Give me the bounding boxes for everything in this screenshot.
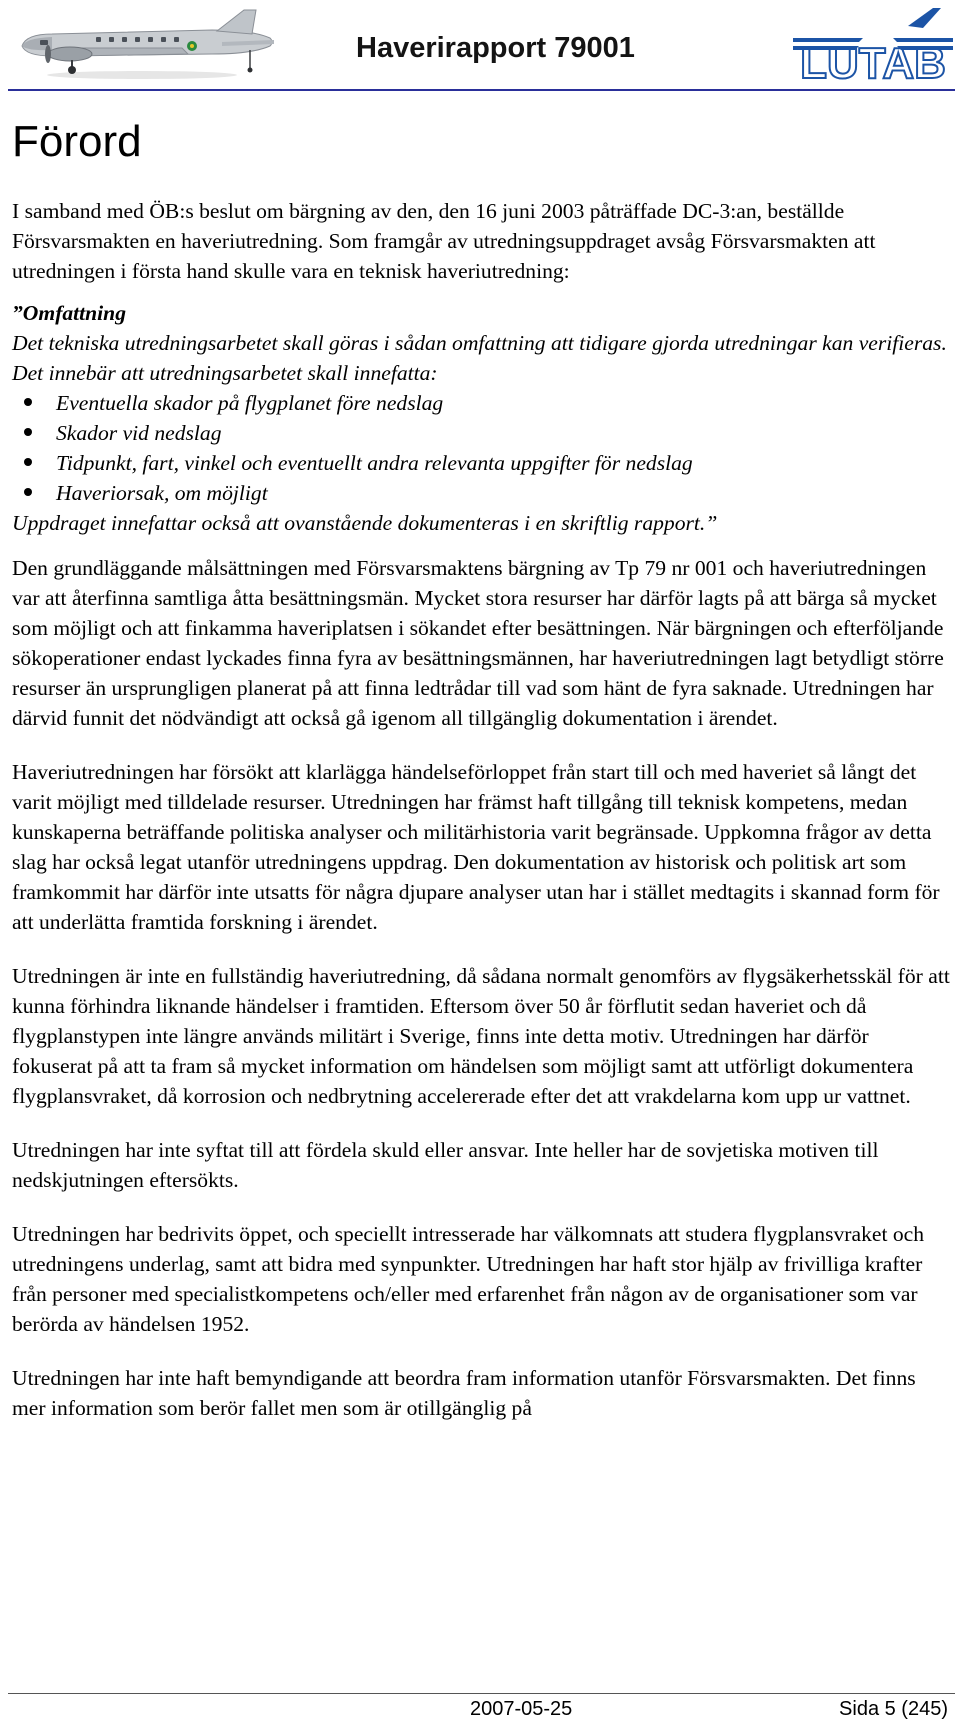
lutab-logo-icon: [793, 6, 953, 86]
list-item: Tidpunkt, fart, vinkel och eventuellt andra relevanta uppgifter för nedslag: [12, 448, 952, 478]
quote-heading: ”Omfattning: [12, 301, 126, 325]
dc3-airplane-icon: [12, 4, 282, 82]
body-paragraph: Utredningen har bedrivits öppet, och speciellt intresserade har välkomnats att studera flygplansvraket och utredningens underlag, samt att bidra med synpunkter. Utredningen har haft stor hjälp av frivilliga krafter från personer med specialistkompetens och/eller med erfarenhet från någon av de organisationer som var berörda av händelsen 1952.: [12, 1222, 925, 1336]
quote-bullet-list: [12, 388, 952, 508]
intro-paragraph: I samband med ÖB:s beslut om bärgning av den, den 16 juni 2003 påträffade DC-3:an, beställde Försvarsmakten en haveriutredning. Som framgår av utredningsuppdraget avsåg Försvarsmakten att utredningen i första hand skulle vara en teknisk haveriutredning:: [12, 199, 876, 283]
footer-date: 2007-05-25: [470, 1698, 573, 1720]
bullet-icon: [24, 428, 32, 436]
assignment-quote: [12, 298, 952, 538]
bullet-icon: [24, 398, 32, 406]
quote-closing: Uppdraget innefattar också att ovanstående dokumenteras i en skriftlig rapport.”: [12, 511, 718, 535]
quote-text: Det tekniska utredningsarbetet skall göras i sådan omfattning att tidigare gjorda utredningar kan verifieras. Det innebär att utredningsarbetet skall innefatta:: [12, 331, 947, 385]
document-title: Haverirapport 79001: [356, 32, 635, 64]
body-paragraph: Utredningen har inte haft bemyndigande att beordra fram information utanför Försvarsmakten. Det finns mer information som berör fallet men som är otillgänglig på: [12, 1366, 916, 1420]
body-paragraph: Utredningen har inte syftat till att fördela skuld eller ansvar. Inte heller har de sovjetiska motiven till nedskjutningen eftersökts.: [12, 1138, 879, 1192]
bullet-icon: [24, 488, 32, 496]
section-heading: Förord: [12, 117, 142, 166]
body-paragraph: Den grundläggande målsättningen med Försvarsmaktens bärgning av Tp 79 nr 001 och haveriutredningen var att återfinna samtliga åtta besättningsmän. Mycket stora resurser har därför lagts på att bärga så mycket som möjligt och att finkamma haveriplatsen i sökandet efter besättningen. När bärgningen och efterföljande sökoperationer endast lyckades finna fyra av besättningsmännen, har haveriutredningen lagt betydligt större resurser än ursprungligen planerat på att finna ledtrådar till vad som hänt de fyra saknade. Utredningen har därvid funnit det nödvändigt att också gå igenom all tillgänglig dokumentation i ärendet.: [12, 556, 944, 730]
header-divider: [8, 89, 955, 91]
body-paragraph: Utredningen är inte en fullständig haveriutredning, då sådana normalt genomförs av flygsäkerhetsskäl för att kunna förhindra liknande händelser i framtiden. Eftersom över 50 år förflutit sedan haveriet och då flygplanstypen inte längre används militärt i Sverige, finns inte detta motiv. Utredningen har därför fokuserat på att ta fram så mycket information om händelsen som möjligt samt att utförligt dokumentera flygplansvraket, då korrosion och nedbrytning accelererade efter det att vrakdelarna kom upp ur vattnet.: [12, 964, 950, 1108]
page-header: [0, 0, 960, 92]
bullet-icon: [24, 458, 32, 466]
list-item: Eventuella skador på flygplanet före nedslag: [12, 388, 952, 418]
footer-divider: [8, 1693, 955, 1694]
logo-text: LUTAB: [800, 39, 946, 86]
list-item: Haveriorsak, om möjligt: [12, 478, 952, 508]
list-item: Skador vid nedslag: [12, 418, 952, 448]
body-paragraph: Haveriutredningen har försökt att klarlägga händelseförloppet från start till och med haveriet så långt det varit möjligt med tilldelade resurser. Utredningen har främst haft tillgång till teknisk kompetens, medan kunskaperna beträffande politiska analyser och militärhistoria varit begränsade. Uppkomna frågor av detta slag har också legat utanför utredningens uppdrag. Den dokumentation av historisk och politisk art som framkommit har därför inte utsatts för några djupare analyser utan har i stället medtagits i skannad form för att underlätta framtida forskning i ärendet.: [12, 760, 940, 934]
document-body: [12, 196, 952, 1447]
page-number: Sida 5 (245): [839, 1698, 948, 1720]
